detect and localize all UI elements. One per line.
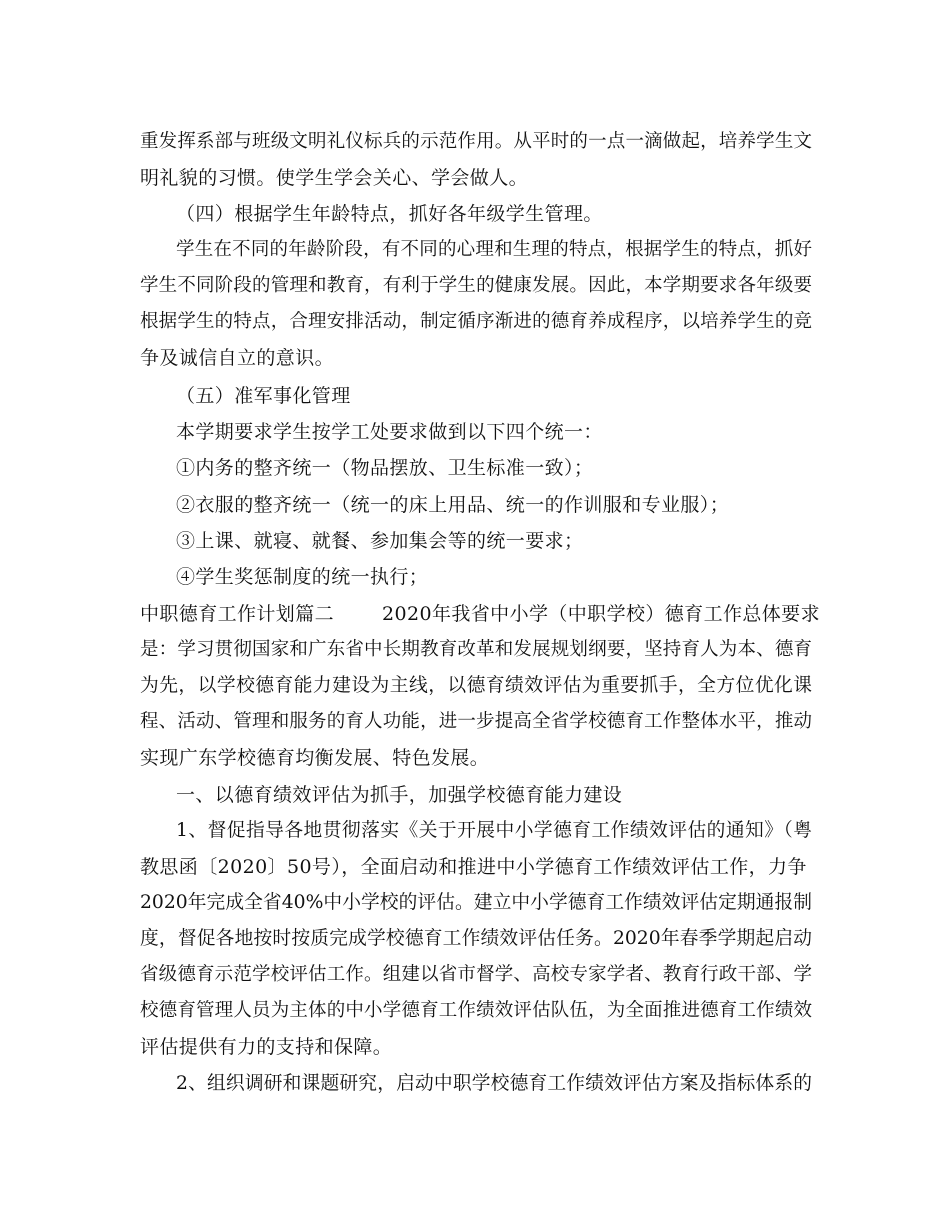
text-line: 省级德育示范学校评估工作。组建以省市督学、高校专家学者、教育行政干部、学 (140, 964, 812, 985)
text-line: 是：学习贯彻国家和广东省中长期教育改革和发展规划纲要，坚持育人为本、德育 (140, 639, 812, 660)
text-line: 2020年我省中小学（中职学校）德育工作总体要求 (382, 603, 820, 625)
article-title-line (140, 602, 820, 626)
section-heading: （五）准军事化管理 (176, 385, 351, 407)
list-item: ②衣服的整齐统一（统一的床上用品、统一的作训服和专业服）； (176, 494, 730, 516)
text-line: 评估提供有力的支持和保障。 (140, 1036, 393, 1058)
list-item: ①内务的整齐统一（物品摆放、卫生标准一致）； (176, 457, 594, 479)
section-heading: 一、以德育绩效评估为抓手，加强学校德育能力建设 (176, 784, 623, 806)
text-line: 重发挥系部与班级文明礼仪标兵的示范作用。从平时的一点一滴做起，培养学生文 (140, 131, 812, 152)
text-line: 争及诚信自立的意识。 (140, 347, 335, 369)
text-line: 程、活动、管理和服务的育人功能，进一步提高全省学校德育工作整体水平，推动 (140, 711, 812, 732)
list-item: ③上课、就寝、就餐、参加集会等的统一要求； (176, 530, 584, 552)
text-line: 1、督促指导各地贯彻落实《关于开展中小学德育工作绩效评估的通知》（粤 (176, 820, 812, 841)
text-line: 为先，以学校德育能力建设为主线，以德育绩效评估为重要抓手，全方位优化课 (140, 675, 812, 696)
text-line: 2、组织调研和课题研究，启动中职学校德育工作绩效评估方案及指标体系的 (176, 1073, 812, 1094)
text-line: 2020年完成全省40%中小学校的评估。建立中小学德育工作绩效评估定期通报制 (140, 892, 812, 913)
text-line: 教思函〔2020〕50号），全面启动和推进中小学德育工作绩效评估工作，力争 (140, 856, 807, 878)
text-line: 学生不同阶段的管理和教育，有利于学生的健康发展。因此，本学期要求各年级要 (140, 275, 812, 296)
text-line: 实现广东学校德育均衡发展、特色发展。 (140, 747, 490, 769)
article-title: 中职德育工作计划篇二 (140, 603, 335, 625)
list-item: ④学生奖惩制度的统一执行； (176, 566, 429, 588)
section-heading: （四）根据学生年龄特点，抓好各年级学生管理。 (176, 203, 603, 225)
text-line: 度，督促各地按时按质完成学校德育工作绩效评估任务。2020年春季学期起启动 (140, 928, 812, 949)
text-line: 根据学生的特点，合理安排活动，制定循序渐进的德育养成程序，以培养学生的竞 (140, 311, 812, 332)
text-line: 本学期要求学生按学工处要求做到以下四个统一： (176, 421, 603, 443)
text-line: 学生在不同的年龄阶段，有不同的心理和生理的特点，根据学生的特点，抓好 (176, 239, 812, 260)
text-line: 校德育管理人员为主体的中小学德育工作绩效评估队伍，为全面推进德育工作绩效 (140, 1000, 812, 1021)
text-line: 明礼貌的习惯。使学生学会关心、学会做人。 (140, 167, 529, 189)
